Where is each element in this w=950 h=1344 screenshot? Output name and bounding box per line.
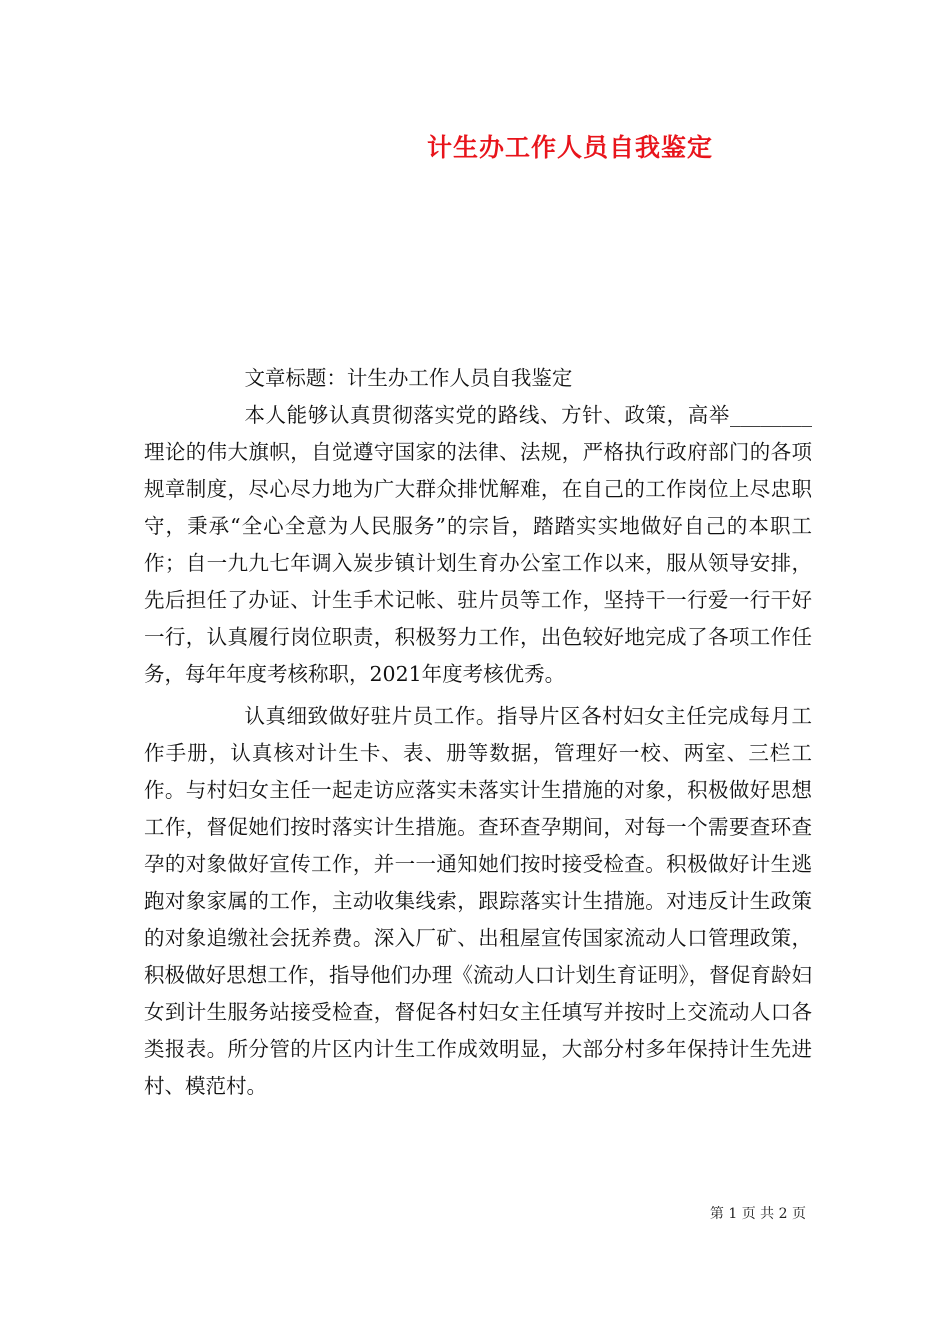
document-title: 计生办工作人员自我鉴定 [426,133,713,162]
page-number: 第 1 页 共 2 页 [709,1206,806,1222]
article-label-line: 文章标题：计生办工作人员自我鉴定 [244,366,573,390]
paragraph-2: 认真细致做好驻片员工作。指导片区各村妇女主任完成每月工作手册，认真核对计生卡、表、册等数据，管理好一校、两室、三栏工作。与村妇女主任一起走访应落实未落实计生措施的对象，积极做好思想工作，督促她们按时落实计生措施。查环查孕期间，对每一个需要查环查孕的对象做好宣传工作，并一一通知她们按时接受检查。积极做好计生逃跑对象家属的工作，主动收集线索，跟踪落实计生措施。对违反计生政策的对象追缴社会抚养费。深入厂矿、出租屋宣传国家流动人口管理政策，积极做好思想工作，指导他们办理《流动人口计划生育证明》，督促育龄妇女到计生服务站接受检查，督促各村妇女主任填写并按时上交流动人口各类报表。所分管的片区内计生工作成效明显，大部分村多年保持计生先进村、模范村。 [144,704,812,1098]
paragraph-1: 本人能够认真贯彻落实党的路线、方针、政策，高举________理论的伟大旗帜，自觉遵守国家的法律、法规，严格执行政府部门的各项规章制度，尽心尽力地为广大群众排忧解难，在自己的工作岗位上尽忠职守，秉承“全心全意为人民服务”的宗旨，踏踏实实地做好自己的本职工作；自一九九七年调入炭步镇计划生育办公室工作以来，服从领导安排，先后担任了办证、计生手术记帐、驻片员等工作，坚持干一行爱一行干好一行，认真履行岗位职责，积极努力工作，出色较好地完成了各项工作任务，每年年度考核称职，2021年度考核优秀。 [144,403,812,686]
document-body [144,360,812,1105]
